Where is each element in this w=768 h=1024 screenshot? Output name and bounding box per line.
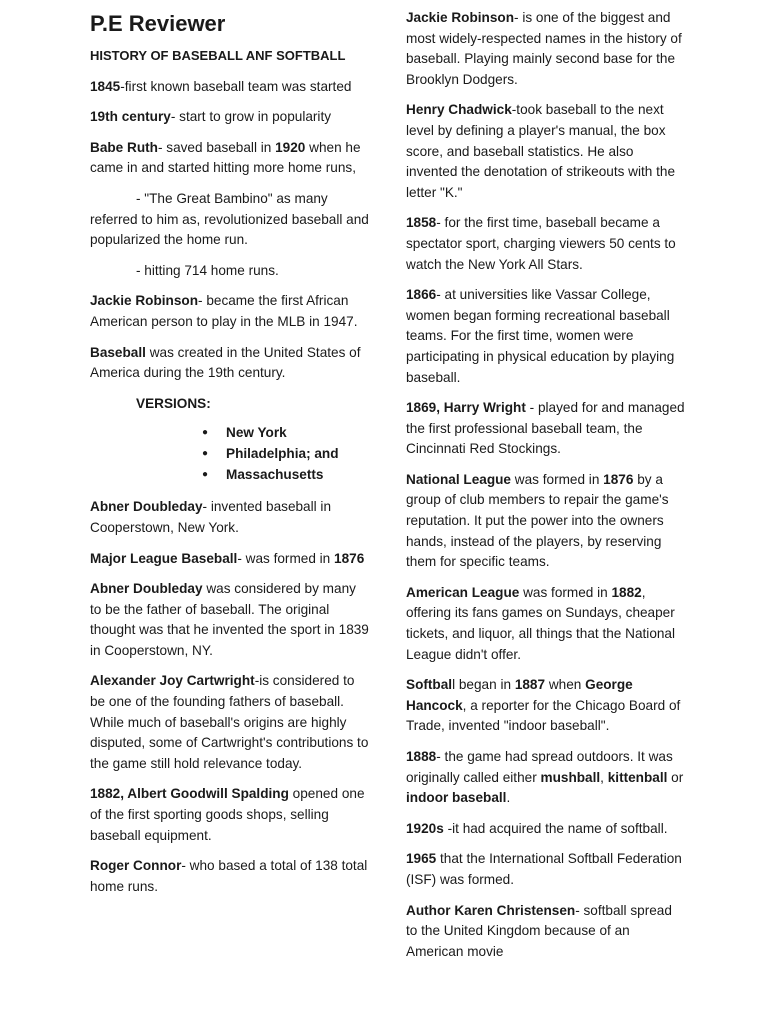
fact-1866: 1866- at universities like Vassar College, women began forming recreational baseball teams. For the first time, women were participating in physical education by playing baseball. (406, 287, 675, 385)
versions-list (90, 422, 370, 485)
versions-label: VERSIONS: (136, 395, 211, 411)
fact-1858: 1858- for the first time, baseball became a spectator sport, charging viewers 50 cents to watch the New York All Stars. (406, 215, 676, 272)
page-title: P.E Reviewer (90, 11, 226, 36)
list-item: ● New York (202, 422, 370, 443)
fact-softball-began: Softball began in 1887 when George Hancock, a reporter for the Chicago Board of Trade, invented "indoor baseball". (406, 677, 681, 734)
list-item: ● Philadelphia; and (202, 443, 370, 464)
fact-cartwright: Alexander Joy Cartwright-is considered to be one of the founding fathers of baseball. While much of baseball's origins are highly disputed, some of Cartwright's contributions to the game still hold relevance today. (90, 673, 369, 771)
fact-19th-century: 19th century- start to grow in popularity (90, 109, 332, 125)
fact-1965: 1965 that the International Softball Federation (ISF) was formed. (406, 851, 682, 887)
fact-harry-wright: 1869, Harry Wright - played for and managed the first professional baseball team, the Cincinnati Red Stockings. (406, 400, 685, 457)
fact-baseball-created: Baseball was created in the United States of America during the 19th century. (90, 344, 361, 381)
fact-abner-doubleday-father: Abner Doubleday was considered by many to be the father of baseball. The original thought was that he invented the sport in 1839 in Cooperstown, NY. (90, 581, 369, 658)
fact-national-league: National League was formed in 1876 by a group of club members to repair the game's reputation. It put the power into the owners hands, instead of the players, by reserving them for specific teams. (406, 471, 669, 570)
fact-1920s: 1920s -it had acquired the name of softball. (406, 820, 668, 836)
fact-1845: 1845-first known baseball team was started (90, 78, 352, 94)
fact-roger-connor: Roger Connor- who based a total of 138 total home runs. (90, 858, 368, 894)
fact-jackie-robinson: Jackie Robinson- became the first African American person to play in the MLB in 1947. (90, 293, 358, 329)
fact-babe-ruth: Babe Ruth- saved baseball in 1920 when he came in and started hitting more home runs, (90, 139, 361, 176)
fact-abner-doubleday-invented: Abner Doubleday- invented baseball in Cooperstown, New York. (90, 499, 332, 535)
fact-spalding: 1882, Albert Goodwill Spalding opened one of the first sporting goods shops, selling baseball equipment. (90, 786, 365, 843)
section-heading: HISTORY OF BASEBALL ANF SOFTBALL (90, 48, 346, 63)
fact-1888: 1888- the game had spread outdoors. It was originally called either mushball, kittenball or indoor baseball. (406, 749, 684, 806)
fact-karen-christensen: Author Karen Christensen- softball spread to the United Kingdom because of an American movie (406, 902, 672, 959)
fact-henry-chadwick: Henry Chadwick-took baseball to the next level by defining a player's manual, the box score, and baseball statistics. He also invented the denotation of strikeouts with the letter "K." (406, 102, 676, 200)
left-column (90, 0, 370, 907)
fact-home-runs: - hitting 714 home runs. (136, 262, 279, 278)
fact-great-bambino: - "The Great Bambino" as many referred to him as, revolutionized baseball and popularized the home run. (90, 190, 369, 248)
fact-american-league: American League was formed in 1882, offering its fans games on Sundays, cheaper tickets, and liquor, all things that the National League didn't offer. (406, 584, 676, 662)
right-column (406, 8, 686, 972)
fact-major-league-baseball: Major League Baseball- was formed in 1876 (90, 550, 365, 566)
list-item: ● Massachusetts (202, 464, 370, 485)
fact-jackie-robinson-second-base: Jackie Robinson- is one of the biggest and most widely-respected names in the history of baseball. Playing mainly second base for the Brooklyn Dodgers. (406, 10, 682, 87)
